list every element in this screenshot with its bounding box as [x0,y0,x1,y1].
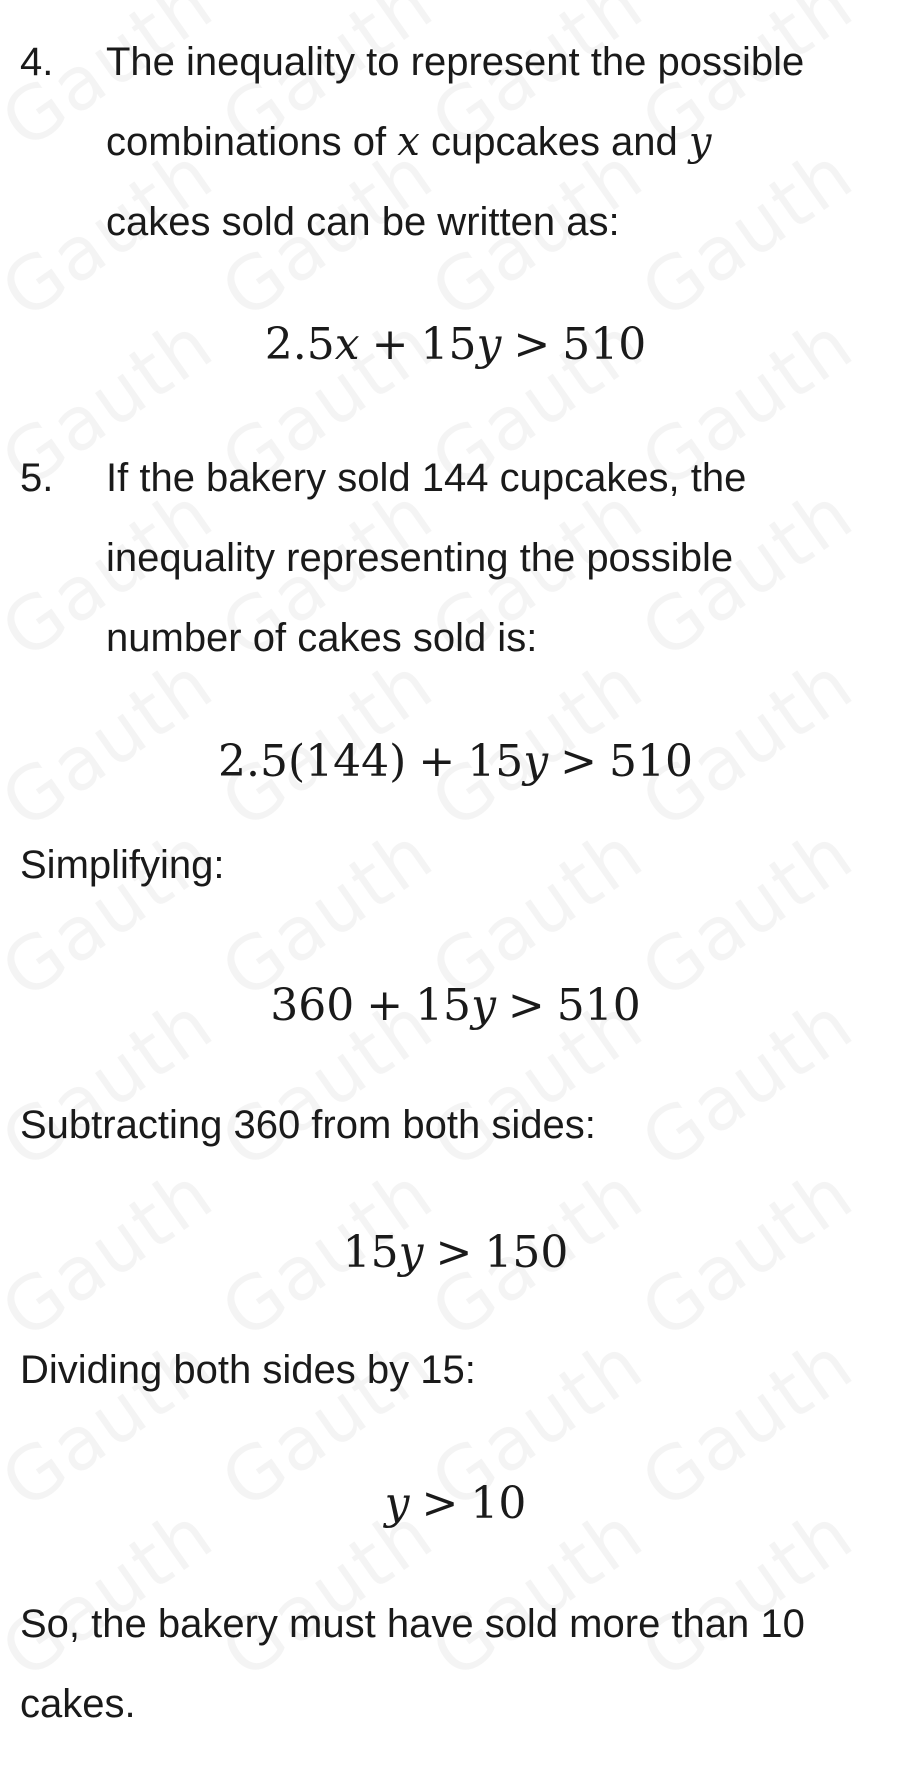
eq-term: 2.5(144) [218,736,407,787]
step-number: 5. [20,456,54,500]
eq-operator: > [435,1227,473,1278]
eq-operator: > [513,319,551,370]
eq-term: 15 [467,736,524,787]
eq-term: 15 [420,319,477,370]
eq-operator: > [421,1478,459,1529]
eq-term: 10 [470,1478,527,1529]
eq-variable: y [398,1227,424,1278]
eq-variable: y [523,736,549,787]
text-fragment: cupcakes and [419,120,689,164]
conclusion-line: So, the bakery must have sold more than 10 [20,1602,805,1646]
subtracting-label: Subtracting 360 from both sides: [20,1103,596,1147]
eq-term: 510 [608,736,693,787]
eq-term: 510 [562,319,647,370]
eq-variable: x [334,319,360,370]
text-line: number of cakes sold is: [106,616,538,660]
dividing-label: Dividing both sides by 15: [20,1348,476,1392]
text-line: The inequality to represent the possible [106,40,805,84]
eq-term: 2.5 [264,319,335,370]
eq-term: 150 [484,1227,569,1278]
equation-1 [0,315,911,375]
step-5 [20,438,900,678]
step-number: 4. [20,40,54,84]
eq-operator: + [371,319,409,370]
eq-operator: + [418,736,456,787]
step-text [106,22,900,262]
eq-variable: y [476,319,502,370]
text-fragment: combinations of [106,120,398,164]
eq-variable: y [384,1478,410,1529]
conclusion-line: cakes. [20,1682,136,1726]
equation-4 [0,1223,911,1283]
step-4 [20,22,900,262]
variable-y: y [688,119,712,165]
eq-term: 360 [270,980,355,1031]
eq-term: 510 [556,980,641,1031]
step-text [106,438,900,678]
equation-2 [0,732,911,792]
eq-term: 15 [415,980,472,1031]
equation-5 [0,1474,911,1534]
text-line [106,102,900,182]
eq-term: 15 [342,1227,399,1278]
simplifying-label: Simplifying: [20,843,225,887]
text-line: cakes sold can be written as: [106,200,620,244]
eq-variable: y [471,980,496,1031]
equation-3 [0,976,911,1036]
conclusion [20,1584,900,1744]
text-line: If the bakery sold 144 cupcakes, the [106,456,747,500]
variable-x: x [397,119,420,165]
eq-operator: > [507,980,545,1031]
text-line: inequality representing the possible [106,536,734,580]
eq-operator: + [366,980,404,1031]
eq-operator: > [560,736,597,787]
